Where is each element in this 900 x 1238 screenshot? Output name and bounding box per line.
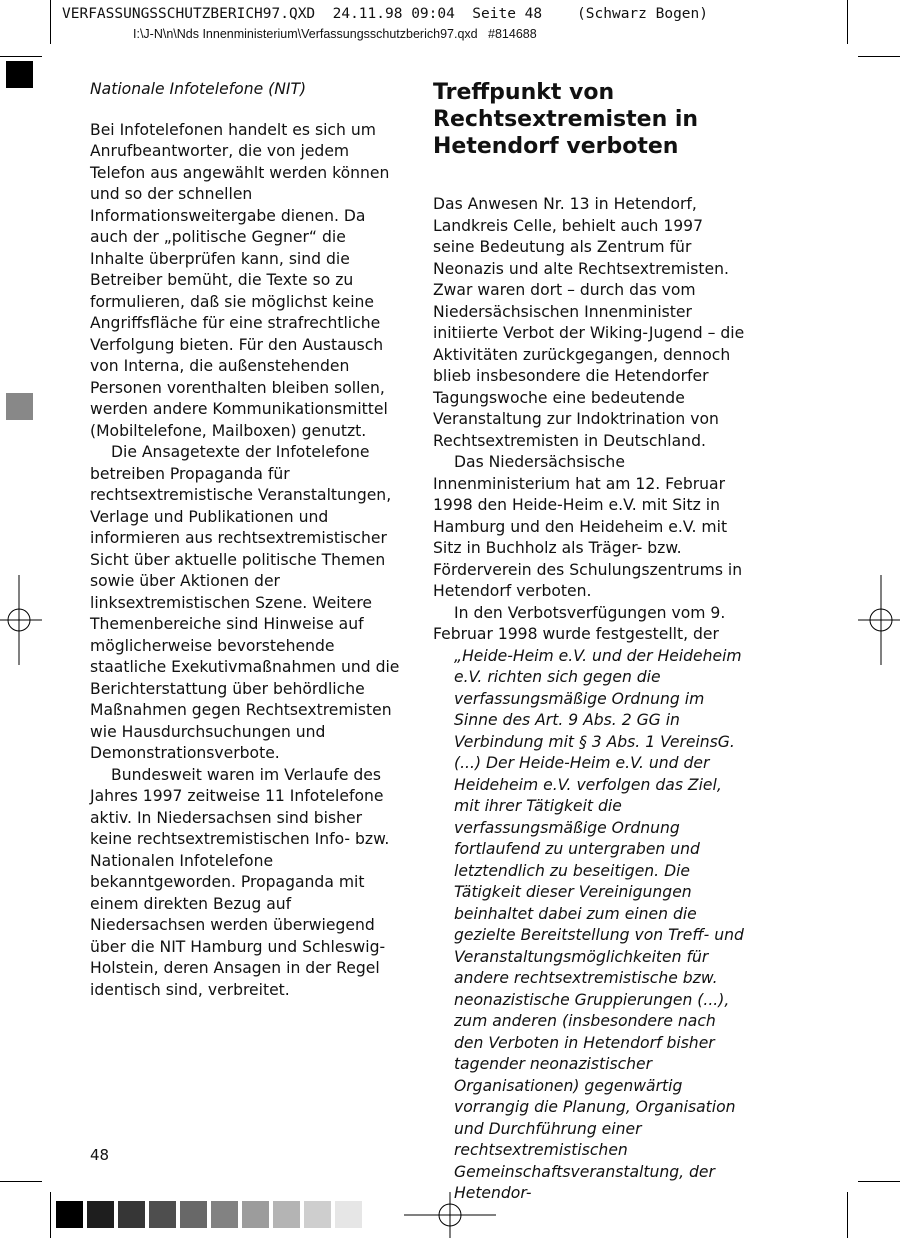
right-column <box>433 79 745 1205</box>
block-quote: „Heide-Heim e.V. und der Heideheim e.V. richten sich gegen die verfassungsmäßige Ordnung im Sinne des Art. 9 Abs. 2 GG in Verbindung mit § 3 Abs. 1 VereinsG. (...) Der Heide-Heim e.V. und der Heideheim e.V. verfolgen das Ziel, mit ihrer Tätigkeit die verfassungsmäßige Ordnung fortlaufend zu untergraben und letztendlich zu beseitigen. Die Tätigkeit dieser Vereinigungen beinhaltet dabei zum einen die gezielte Bereitstellung von Treff- und Veranstaltungsmöglichkeiten für andere rechtsextremistische bzw. neonazistische Gruppierungen (...), zum anderen (insbesondere nach den Verboten in Hetendorf bisher tagender neonazistischer Organisationen) gegenwärtig vorrangig die Planung, Organisation und Durchführung einer rechtsextremistischen Gemeinschaftsveranstaltung, der Hetendor- <box>454 646 744 1202</box>
body-paragraph: Bei Infotelefonen handelt es sich um Anrufbeantworter, die von jedem Telefon aus angewählt werden können und so der schnellen Informationsweitergabe dienen. Da auch der „politische Gegner“ die Inhalte überprüfen kann, sind die Betreiber bemüht, die Texte so zu formulieren, daß sie möglichst keine Angriffsfläche für eine strafrechtliche Verfolgung bieten. Für den Austausch von Interna, die außenstehenden Personen vorenthalten bleiben sollen, werden andere Kommunikationsmittel (Mobiltelefone, Mailboxen) genutzt. <box>90 120 390 440</box>
left-column <box>90 79 402 1001</box>
gray-swatch <box>87 1201 114 1228</box>
print-slug: VERFASSUNGSSCHUTZBERICH97.QXD 24.11.98 09:04 Seite 48 (Schwarz Bogen) <box>62 6 709 22</box>
gray-swatch <box>211 1201 238 1228</box>
body-paragraph: Das Niedersächsische Innenministerium hat am 12. Februar 1998 den Heide-Heim e.V. mit Sitz in Hamburg und den Heideheim e.V. mit Sitz in Buchholz als Träger- bzw. Förderverein des Schulungszentrums in Hetendorf verboten. <box>433 453 743 600</box>
black-register-square <box>6 61 33 88</box>
body-paragraph: Die Ansagetexte der Infotelefone betreiben Propaganda für rechtsextremistische Veranstaltungen, Verlage und Publikationen und informieren aus rechtsextremistischer Sicht über aktuelle politische Themen sowie über Aktionen der linksextremistischen Szene. Weitere Themenbereiche sind Hinweise auf möglicherweise bevorstehende staatliche Exekutivmaßnahmen und die Berichterstattung über behördliche Maßnahmen gegen Rechtsextremisten wie Hausdurchsuchungen und Demonstrationsverbote. <box>90 443 400 762</box>
section-headline: Treffpunkt von Rechtsextremisten in Hetendorf verboten <box>433 80 699 159</box>
gray-swatch <box>273 1201 300 1228</box>
gray-register-square <box>6 393 33 420</box>
gray-swatch <box>56 1201 83 1228</box>
gray-swatch <box>335 1201 362 1228</box>
body-paragraph: Bundesweit waren im Verlaufe des Jahres 1997 zeitweise 11 Infotelefone aktiv. In Niedersachsen sind bisher keine rechtsextremistischen Info- bzw. Nationalen Infotelefone bekanntgeworden. Propaganda mit einem direkten Bezug auf Niedersachsen werden überwiegend über die NIT Hamburg und Schleswig-Holstein, deren Ansagen in der Regel identisch sind, verbreitet. <box>90 765 390 999</box>
gray-swatch <box>149 1201 176 1228</box>
registration-target-left-icon <box>0 575 42 665</box>
file-path: I:\J-N\n\Nds Innenministerium\Verfassungsschutzberich97.qxd #814688 <box>133 27 537 41</box>
registration-target-right-icon <box>858 575 900 665</box>
gray-swatch <box>180 1201 207 1228</box>
gray-swatch <box>242 1201 269 1228</box>
page-number: 48 <box>90 1146 110 1164</box>
gray-swatch <box>304 1201 331 1228</box>
body-paragraph: Das Anwesen Nr. 13 in Hetendorf, Landkreis Celle, behielt auch 1997 seine Bedeutung als Zentrum für Neonazis und alte Rechtsextremisten. Zwar waren dort – durch das vom Niedersächsischen Innenminister initiierte Verbot der Wiking-Jugend – die Aktivitäten zurückgegangen, dennoch blieb insbesondere die Hetendorfer Tagungswoche eine bedeutende Veranstaltung zur Indoktrination von Rechtsextremisten in Deutschland. <box>433 195 745 450</box>
section-subheading: Nationale Infotelefone (NIT) <box>90 80 307 98</box>
body-paragraph: In den Verbotsverfügungen vom 9. Februar 1998 wurde festgestellt, der <box>433 603 726 643</box>
grayscale-swatch-bar <box>56 1201 366 1228</box>
gray-swatch <box>118 1201 145 1228</box>
